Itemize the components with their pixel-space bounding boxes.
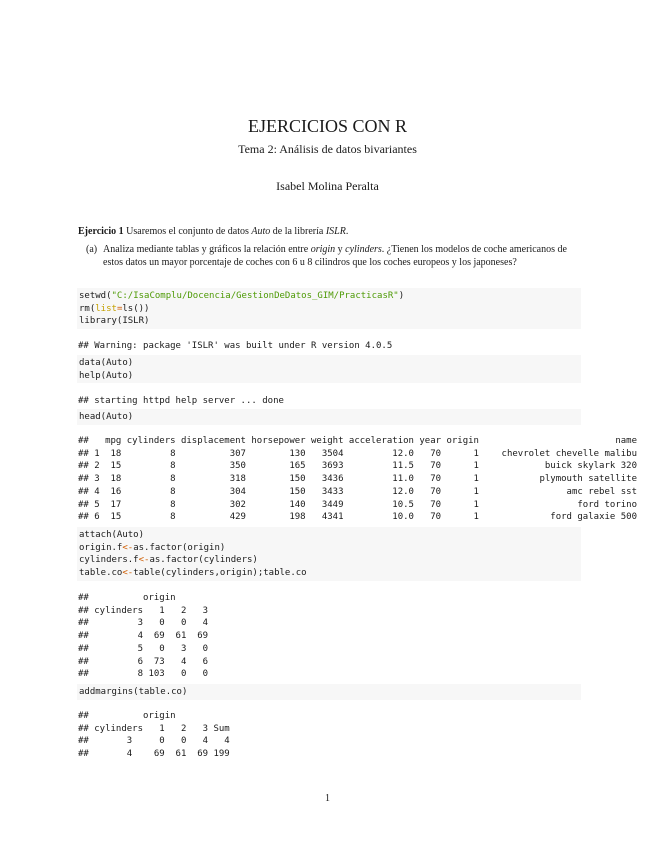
head-row-6: ## 6 15 8 429 198 4341 10.0 70 1 — [78, 512, 479, 523]
code-help-auto: help(Auto) — [79, 370, 134, 381]
variable-cylinders: cylinders — [345, 244, 382, 255]
table-row: ## 4 69 61 69 — [78, 631, 209, 642]
head-table-header: ## mpg cylinders displacement horsepower weight acceleration year origin — [78, 436, 479, 446]
code-table-co: table.co — [79, 568, 123, 579]
code-block-head: head(Auto) — [77, 409, 581, 425]
table-row: ## cylinders 1 2 3 Sum — [78, 723, 230, 734]
code-paren: ) — [398, 291, 405, 301]
head-row-2: ## 2 15 8 350 165 3693 11.5 70 1 — [78, 461, 479, 472]
code-cylinders-f: cylinders.f — [79, 555, 139, 566]
code-block-data — [77, 355, 581, 383]
code-assign-op: <- — [138, 555, 150, 566]
code-ls: ls()) — [122, 303, 150, 314]
document-subtitle: Tema 2: Análisis de datos bivariantes — [238, 142, 417, 156]
question-text — [103, 244, 582, 269]
table-row: ## 5 0 3 0 — [78, 643, 209, 654]
table-row: ## 6 73 4 6 — [78, 656, 209, 667]
table-row: ## 3 0 0 4 — [78, 618, 209, 629]
code-as-factor-origin: as.factor(origin) — [133, 542, 226, 553]
code-block-setup — [77, 288, 581, 329]
table-row: ## origin — [78, 593, 176, 603]
output-httpd: ## starting httpd help server ... done — [78, 396, 284, 406]
table-row: ## cylinders 1 2 3 — [78, 605, 209, 616]
code-origin-f: origin.f — [79, 542, 123, 553]
table-row: ## 8 103 0 0 — [78, 669, 209, 680]
exercise-text-middle: de la librería — [270, 226, 326, 237]
code-rm: rm( — [79, 303, 96, 314]
code-path-string: "C:/IsaComplu/Docencia/GestionDeDatos_GIM/PracticasR" — [111, 291, 399, 301]
output-contingency-table — [78, 592, 648, 681]
output-margins-table — [78, 710, 648, 761]
exercise-label: Ejercicio 1 — [78, 226, 124, 237]
head-row-1-name: chevrolet chevelle malibu — [501, 448, 637, 459]
dataset-name: Auto — [251, 226, 271, 237]
library-name: ISLR — [325, 226, 346, 237]
head-row-2-name: buick skylark 320 — [544, 461, 637, 472]
code-library: library(ISLR) — [79, 316, 150, 327]
exercise-statement — [78, 226, 348, 237]
exercise-text-after: . — [345, 226, 349, 237]
code-data-auto: data(Auto) — [79, 358, 134, 368]
variable-origin: origin — [310, 244, 336, 255]
head-row-1: ## 1 18 8 307 130 3504 12.0 70 1 — [78, 448, 479, 459]
question-a — [86, 244, 582, 269]
head-row-4: ## 4 16 8 304 150 3433 12.0 70 1 — [78, 486, 479, 497]
question-label: (a) — [86, 244, 98, 255]
code-attach: attach(Auto) — [79, 530, 145, 540]
head-row-6-name: ford galaxie 500 — [550, 512, 637, 523]
exercise-text-before: Usaremos el conjunto de datos — [123, 226, 252, 237]
head-row-5: ## 5 17 8 302 140 3449 10.5 70 1 — [78, 499, 479, 510]
code-assign-op: <- — [122, 568, 134, 579]
table-row: ## origin — [78, 711, 176, 721]
question-text-3: . ¿Tienen los modelos de coche americanos de estos datos un mayor porcentaje de coches con 6 u 8 cilindros que los coches europeos y los japoneses? — [103, 244, 567, 268]
code-as-factor-cylinders: as.factor(cylinders) — [149, 555, 258, 566]
code-arg-list: list — [95, 303, 117, 314]
head-row-3: ## 3 18 8 318 150 3436 11.0 70 1 — [78, 474, 479, 485]
output-warning: ## Warning: package 'ISLR' was built under R version 4.0.5 — [78, 341, 393, 351]
table-row: ## 3 0 0 4 4 — [78, 736, 230, 747]
head-row-4-name: amc rebel sst — [566, 486, 637, 497]
code-equals: = — [116, 303, 123, 314]
code-block-addmargins: addmargins(table.co) — [77, 684, 581, 700]
question-text-2: y — [335, 244, 346, 255]
output-head-table — [78, 435, 648, 524]
document-author: Isabel Molina Peralta — [276, 179, 379, 193]
head-row-5-name: ford torino — [577, 499, 637, 510]
code-table-call: table(cylinders,origin);table.co — [133, 568, 307, 579]
code-block-factors — [77, 527, 581, 581]
page-number: 1 — [325, 793, 330, 804]
head-table-header-name: name — [615, 436, 637, 446]
document-title: EJERCICIOS CON R — [247, 116, 408, 136]
head-row-3-name: plymouth satellite — [539, 474, 637, 485]
code-setwd: setwd( — [79, 291, 112, 301]
code-assign-op: <- — [122, 542, 134, 553]
question-text-1: Analiza mediante tablas y gráficos la relación entre — [103, 244, 311, 255]
table-row: ## 4 69 61 69 199 — [78, 749, 230, 760]
